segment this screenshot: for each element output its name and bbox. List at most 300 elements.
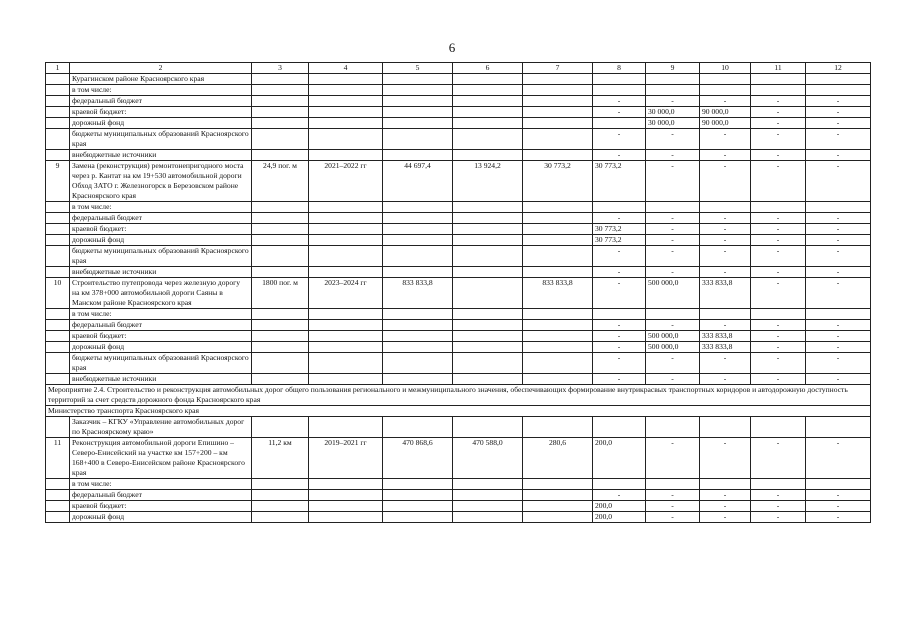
row-year-value [751,202,806,213]
row-spent [453,320,523,331]
row-year-value: - [593,150,646,161]
row-year-value: - [700,501,751,512]
row-year-value: - [806,246,871,267]
row-total-cost [383,202,453,213]
row-period [309,202,383,213]
row-remaining [523,246,593,267]
funding-row [46,235,871,246]
row-number [46,118,70,129]
row-number [46,96,70,107]
funding-row [46,267,871,278]
funding-row [46,374,871,385]
row-capacity [252,74,309,85]
row-remaining [523,202,593,213]
row-year-value: - [751,512,806,523]
row-number [46,150,70,161]
row-spent: 13 924,2 [453,161,523,202]
row-number [46,342,70,353]
row-capacity [252,320,309,331]
row-capacity [252,479,309,490]
row-number [46,374,70,385]
row-year-value [751,417,806,438]
funding-row [46,96,871,107]
row-year-value: - [593,96,646,107]
row-total-cost [383,267,453,278]
row-period: 2019–2021 гг [309,438,383,479]
row-total-cost [383,342,453,353]
project-row [46,278,871,309]
row-total-cost [383,309,453,320]
row-description: краевой бюджет: [70,501,252,512]
row-year-value: - [646,150,700,161]
row-period [309,150,383,161]
row-total-cost [383,320,453,331]
row-remaining [523,150,593,161]
row-remaining: 280,6 [523,438,593,479]
row-year-value: - [751,161,806,202]
row-year-value: - [593,107,646,118]
row-spent [453,374,523,385]
row-remaining: 833 833,8 [523,278,593,309]
row-year-value: - [646,353,700,374]
row-year-value: 30 773,2 [593,235,646,246]
row-year-value: - [806,374,871,385]
row-number [46,235,70,246]
row-description: Заказчик – КГКУ «Управление автомобильных дорог по Красноярскому краю» [70,417,252,438]
row-year-value [806,479,871,490]
row-year-value: - [700,267,751,278]
row-year-value [593,417,646,438]
row-capacity [252,224,309,235]
row-total-cost [383,417,453,438]
row-period [309,107,383,118]
row-spent [453,224,523,235]
row-year-value: - [806,150,871,161]
row-number: 9 [46,161,70,202]
row-period [309,246,383,267]
row-spent [453,501,523,512]
row-year-value: - [751,320,806,331]
row-description: дорожный фонд [70,118,252,129]
header-cell: 6 [453,63,523,74]
row-year-value: - [751,353,806,374]
row-period [309,309,383,320]
row-capacity [252,501,309,512]
row-total-cost [383,213,453,224]
row-year-value: - [646,374,700,385]
header-cell: 3 [252,63,309,74]
funding-row [46,224,871,235]
row-year-value: - [751,267,806,278]
row-year-value: - [751,150,806,161]
row-year-value: - [700,490,751,501]
row-year-value: - [806,331,871,342]
row-capacity [252,309,309,320]
row-period [309,374,383,385]
row-remaining [523,331,593,342]
row-total-cost [383,331,453,342]
row-capacity [252,150,309,161]
row-period [309,267,383,278]
row-year-value: - [806,278,871,309]
row-year-value: 90 000,0 [700,107,751,118]
row-year-value: - [646,213,700,224]
row-year-value [646,85,700,96]
table-header-row [46,63,871,74]
row-number [46,107,70,118]
row-number [46,74,70,85]
row-capacity: 24,9 пог. м [252,161,309,202]
row-remaining [523,96,593,107]
row-year-value: - [646,246,700,267]
row-year-value: - [700,235,751,246]
row-year-value: - [751,96,806,107]
row-remaining [523,267,593,278]
row-period [309,235,383,246]
row-number [46,331,70,342]
row-year-value [646,417,700,438]
row-spent [453,107,523,118]
row-number [46,267,70,278]
row-capacity [252,96,309,107]
row-description: в том числе: [70,202,252,213]
row-year-value: - [593,331,646,342]
funding-row [46,512,871,523]
row-total-cost [383,150,453,161]
row-spent [453,512,523,523]
row-period [309,353,383,374]
row-year-value: 333 833,8 [700,342,751,353]
row-year-value [593,202,646,213]
row-year-value: 200,0 [593,438,646,479]
header-cell: 5 [383,63,453,74]
row-capacity [252,374,309,385]
row-number: 10 [46,278,70,309]
funding-row [46,331,871,342]
funding-row [46,202,871,213]
section-row [46,406,871,417]
row-year-value: - [593,320,646,331]
row-year-value: - [700,512,751,523]
row-total-cost: 833 833,8 [383,278,453,309]
funding-row [46,213,871,224]
row-spent [453,267,523,278]
row-number [46,512,70,523]
header-cell: 10 [700,63,751,74]
funding-row [46,501,871,512]
row-period [309,213,383,224]
row-period: 2023–2024 гг [309,278,383,309]
row-total-cost [383,85,453,96]
header-cell: 9 [646,63,700,74]
row-capacity [252,353,309,374]
row-spent [453,213,523,224]
row-remaining [523,417,593,438]
row-capacity [252,246,309,267]
row-year-value: - [751,213,806,224]
row-total-cost [383,246,453,267]
table-body [46,63,871,523]
row-year-value: - [700,213,751,224]
row-period [309,129,383,150]
row-year-value: - [806,438,871,479]
row-year-value: - [593,342,646,353]
row-number [46,479,70,490]
row-capacity: 1800 пог. м [252,278,309,309]
row-total-cost [383,501,453,512]
row-number [46,309,70,320]
row-spent: 470 588,0 [453,438,523,479]
row-year-value: - [806,267,871,278]
funding-row [46,150,871,161]
row-total-cost [383,353,453,374]
row-period: 2021–2022 гг [309,161,383,202]
row-capacity [252,107,309,118]
row-remaining [523,512,593,523]
row-year-value: - [806,107,871,118]
row-description: федеральный бюджет [70,96,252,107]
row-year-value: - [751,278,806,309]
row-capacity [252,490,309,501]
page-number: 6 [448,40,456,55]
funding-row [46,309,871,320]
header-cell: 8 [593,63,646,74]
row-number [46,490,70,501]
row-year-value: - [806,96,871,107]
row-year-value: 30 773,2 [593,161,646,202]
row-remaining [523,479,593,490]
row-description: федеральный бюджет [70,213,252,224]
row-capacity [252,342,309,353]
row-year-value: - [751,224,806,235]
row-year-value: 500 000,0 [646,278,700,309]
row-total-cost [383,118,453,129]
row-description: в том числе: [70,85,252,96]
row-capacity [252,331,309,342]
row-period [309,118,383,129]
row-year-value [593,74,646,85]
row-year-value: - [700,374,751,385]
row-remaining [523,490,593,501]
row-year-value: 200,0 [593,501,646,512]
row-spent [453,342,523,353]
row-year-value: - [751,501,806,512]
funding-row [46,353,871,374]
row-description: в том числе: [70,479,252,490]
row-year-value: - [751,129,806,150]
funding-row [46,479,871,490]
funding-row [46,129,871,150]
row-number [46,224,70,235]
row-total-cost [383,129,453,150]
row-remaining [523,320,593,331]
row-year-value: - [646,224,700,235]
row-year-value: - [700,96,751,107]
row-year-value [646,202,700,213]
row-year-value: - [593,129,646,150]
row-description: внебюджетные источники [70,150,252,161]
row-number: 11 [46,438,70,479]
row-year-value [593,85,646,96]
row-year-value: - [593,267,646,278]
row-year-value: - [751,490,806,501]
funding-row [46,342,871,353]
row-number [46,129,70,150]
row-period [309,490,383,501]
row-year-value: - [751,331,806,342]
row-capacity [252,129,309,150]
row-year-value: - [806,490,871,501]
row-description: Строительство путепровода через железную дорогу на км 378+000 автомобильной дороги Саяны в Манском районе Красноярского края [70,278,252,309]
row-description: в том числе: [70,309,252,320]
row-year-value: - [751,107,806,118]
row-year-value: - [646,320,700,331]
row-total-cost [383,107,453,118]
row-spent [453,417,523,438]
project-row [46,438,871,479]
row-year-value: - [806,213,871,224]
row-year-value: 200,0 [593,512,646,523]
header-cell: 11 [751,63,806,74]
row-description: дорожный фонд [70,342,252,353]
row-year-value [700,74,751,85]
row-year-value [806,417,871,438]
funding-row [46,118,871,129]
row-period [309,320,383,331]
row-year-value: 500 000,0 [646,342,700,353]
row-total-cost [383,479,453,490]
row-number [46,202,70,213]
row-year-value [700,202,751,213]
row-number [46,85,70,96]
row-year-value: - [700,161,751,202]
row-year-value: - [806,224,871,235]
row-capacity [252,417,309,438]
row-remaining [523,501,593,512]
row-description: Курагинском районе Красноярского края [70,74,252,85]
row-year-value: - [751,118,806,129]
row-year-value: - [593,213,646,224]
row-year-value [806,85,871,96]
row-spent [453,353,523,374]
funding-row [46,107,871,118]
row-year-value [751,74,806,85]
row-year-value: - [806,320,871,331]
row-capacity [252,512,309,523]
row-total-cost: 44 697,4 [383,161,453,202]
row-year-value [806,74,871,85]
row-year-value: - [646,235,700,246]
row-capacity [252,267,309,278]
row-period [309,501,383,512]
row-year-value: - [700,150,751,161]
row-remaining [523,85,593,96]
row-year-value: - [751,246,806,267]
row-year-value: - [593,246,646,267]
row-spent [453,490,523,501]
row-year-value: - [700,246,751,267]
row-description: Реконструкция автомобильной дороги Епишино – Северо-Енисейский на участке км 157+200 – км 168+400 в Северо-Енисейском районе Красноярского края [70,438,252,479]
row-description: дорожный фонд [70,512,252,523]
row-number [46,213,70,224]
row-spent [453,278,523,309]
row-description: федеральный бюджет [70,320,252,331]
row-year-value: - [806,501,871,512]
row-spent [453,129,523,150]
row-year-value: - [806,129,871,150]
row-spent [453,331,523,342]
row-total-cost [383,74,453,85]
row-year-value [700,85,751,96]
row-description: внебюджетные источники [70,267,252,278]
row-year-value: - [646,96,700,107]
row-year-value [593,479,646,490]
row-period [309,224,383,235]
row-period [309,74,383,85]
row-total-cost [383,224,453,235]
row-remaining [523,107,593,118]
row-year-value [806,309,871,320]
row-period [309,417,383,438]
row-spent [453,479,523,490]
row-year-value: - [806,235,871,246]
row-description: краевой бюджет: [70,224,252,235]
row-year-value [700,417,751,438]
row-total-cost [383,512,453,523]
row-capacity [252,235,309,246]
row-total-cost [383,235,453,246]
row-period [309,342,383,353]
header-cell: 4 [309,63,383,74]
row-spent [453,96,523,107]
row-capacity [252,118,309,129]
row-year-value: - [593,278,646,309]
row-description: федеральный бюджет [70,490,252,501]
row-remaining [523,224,593,235]
row-capacity [252,213,309,224]
row-description: внебюджетные источники [70,374,252,385]
row-period [309,96,383,107]
row-year-value: - [646,129,700,150]
row-remaining [523,353,593,374]
row-year-value: - [806,353,871,374]
row-remaining [523,309,593,320]
row-period [309,512,383,523]
row-number [46,353,70,374]
row-capacity [252,85,309,96]
row-year-value: 30 773,2 [593,224,646,235]
row-year-value: - [700,129,751,150]
row-year-value [593,118,646,129]
row-year-value: - [806,512,871,523]
row-year-value: 30 000,0 [646,107,700,118]
row-year-value [700,309,751,320]
row-description: дорожный фонд [70,235,252,246]
row-total-cost [383,96,453,107]
funding-row [46,246,871,267]
budget-table [45,62,871,523]
row-spent [453,118,523,129]
row-capacity [252,202,309,213]
row-remaining: 30 773,2 [523,161,593,202]
row-remaining [523,235,593,246]
row-description: бюджеты муниципальных образований Красноярского края [70,246,252,267]
row-spent [453,150,523,161]
row-year-value [593,309,646,320]
funding-row [46,490,871,501]
section-title: Министерство транспорта Красноярского края [46,406,871,417]
row-year-value [646,74,700,85]
